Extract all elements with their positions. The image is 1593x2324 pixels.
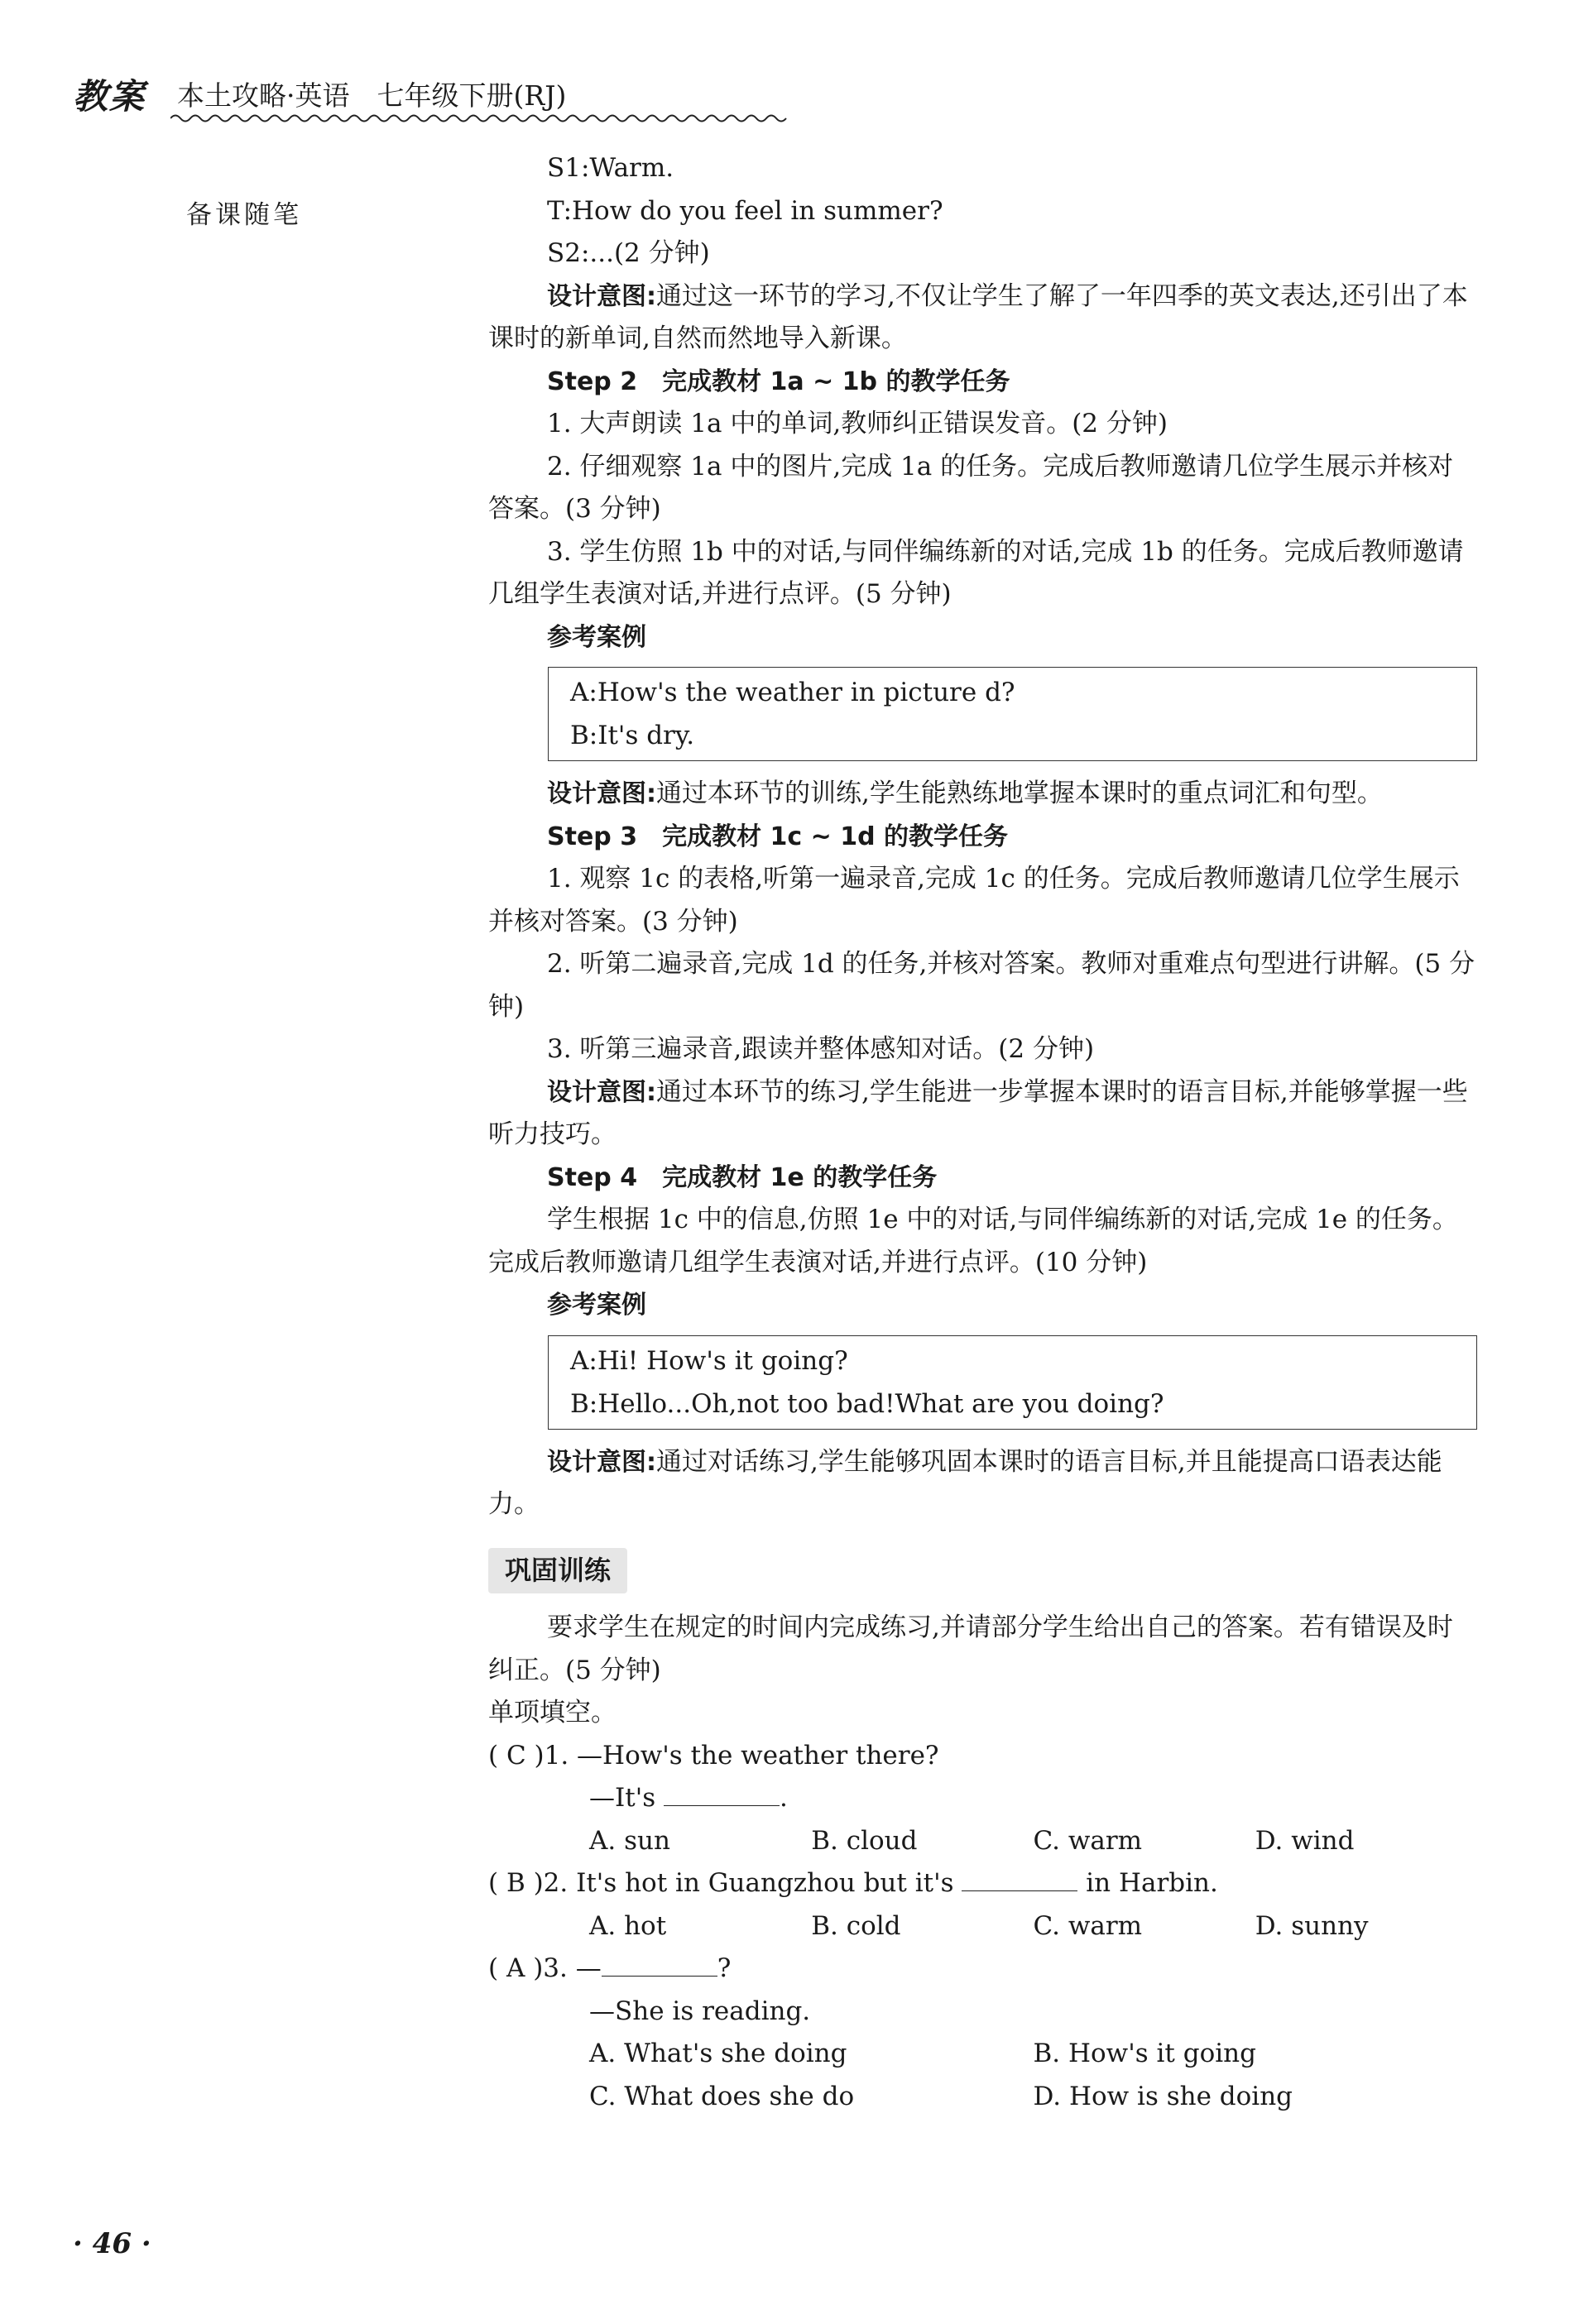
- lesson-content: [488, 147, 1477, 2118]
- option: C. warm: [1033, 1825, 1143, 1856]
- question-line: [488, 1777, 1477, 1820]
- options-row: [488, 1820, 1477, 1863]
- step-heading: Step 3 完成教材 1c ~ 1d 的教学任务: [547, 822, 1009, 851]
- step-item: 3. 听第三遍录音,跟读并整体感知对话。(2 分钟): [547, 1034, 1095, 1064]
- question-line: —She is reading.: [589, 1996, 811, 2026]
- question-stem: [488, 1862, 1477, 1905]
- step-item: 3. 学生仿照 1b 中的对话,与同伴编练新的对话,完成 1b 的任务。完成后教师邀请几组学生表演对话,并进行点评。(5 分钟): [488, 536, 1464, 609]
- answer-blank: [602, 1951, 717, 1977]
- question-stem-a: ( A )3. —: [488, 1953, 602, 1983]
- answer-blank: [962, 1866, 1077, 1891]
- step-item: 1. 观察 1c 的表格,听第一遍录音,完成 1c 的任务。完成后教师邀请几位学生展示并核对答案。(3 分钟): [488, 864, 1460, 937]
- option: B. How's it going: [1033, 2039, 1256, 2068]
- design-intent-label: 设计意图:: [547, 1447, 656, 1477]
- option: A. What's she doing: [589, 2039, 847, 2068]
- design-intent: [488, 1441, 1477, 1526]
- design-intent: [488, 773, 1477, 816]
- question-stem-b: ?: [717, 1953, 732, 1983]
- reference-line: A:Hi! How's it going?: [570, 1345, 848, 1376]
- dialog-line: S1:Warm.: [547, 153, 674, 183]
- wavy-underline: [170, 113, 791, 124]
- reference-box: [548, 1335, 1477, 1430]
- reference-line: B:Hello...Oh,not too bad!What are you doing?: [570, 1388, 1164, 1419]
- question-stem: [488, 1948, 1477, 1991]
- option: B. cold: [811, 1910, 901, 1941]
- book-series-title: 本土攻略·英语 七年级下册(RJ): [177, 79, 567, 112]
- running-header: [73, 69, 718, 119]
- answer-prefix: —It's: [589, 1783, 656, 1813]
- reference-box: [548, 667, 1477, 761]
- reference-label: 参考案例: [547, 622, 646, 652]
- dialog-line: T:How do you feel in summer?: [547, 195, 943, 226]
- reference-line: A:How's the weather in picture d?: [570, 678, 1015, 707]
- design-intent: [488, 276, 1477, 361]
- dialog-line: S2:...(2 分钟): [547, 238, 710, 268]
- option: B. cloud: [811, 1825, 918, 1856]
- option: D. How is she doing: [1033, 2081, 1293, 2111]
- page-number: · 46 ·: [73, 2227, 151, 2260]
- exercise-instruction: 单项填空。: [488, 1698, 617, 1727]
- question-stem-a: ( B )2. It's hot in Guangzhou but it's: [488, 1868, 954, 1898]
- option: D. sunny: [1255, 1910, 1369, 1941]
- design-intent-label: 设计意图:: [547, 1077, 656, 1107]
- step-item: 2. 听第二遍录音,完成 1d 的任务,并核对答案。教师对重难点句型进行讲解。(5 分钟): [488, 949, 1475, 1022]
- design-intent-label: 设计意图:: [547, 779, 656, 808]
- design-intent-text: 通过这一环节的学习,不仅让学生了解了一年四季的英文表达,还引出了本课时的新单词,自然而然地导入新课。: [488, 280, 1468, 353]
- option: A. sun: [589, 1825, 670, 1856]
- reference-line: B:It's dry.: [570, 721, 695, 750]
- practice-intro: 要求学生在规定的时间内完成练习,并请部分学生给出自己的答案。若有错误及时纠正。(5 分钟): [488, 1612, 1453, 1685]
- option: C. What does she do: [589, 2081, 855, 2111]
- margin-notes-label: 备课随笔: [186, 200, 302, 230]
- section-tag: 巩固训练: [488, 1548, 627, 1594]
- options-row: [488, 1905, 1477, 1948]
- question-stem-b: in Harbin.: [1086, 1868, 1218, 1898]
- step-text: 学生根据 1c 中的信息,仿照 1e 中的对话,与同伴编练新的对话,完成 1e 的任务。完成后教师邀请几组学生表演对话,并进行点评。(10 分钟): [488, 1205, 1458, 1277]
- book-brand: 教案: [73, 76, 146, 117]
- question-stem: ( C )1. —How's the weather there?: [488, 1740, 939, 1771]
- answer-suffix: .: [780, 1783, 788, 1813]
- option: D. wind: [1255, 1825, 1355, 1856]
- answer-blank: [664, 1780, 780, 1806]
- step-item: 2. 仔细观察 1a 中的图片,完成 1a 的任务。完成后教师邀请几位学生展示并核对答案。(3 分钟): [488, 451, 1454, 524]
- step-heading: Step 4 完成教材 1e 的教学任务: [547, 1162, 938, 1192]
- options-row: [488, 2076, 1477, 2119]
- design-intent-text: 通过本环节的练习,学生能进一步掌握本课时的语言目标,并能够掌握一些听力技巧。: [488, 1076, 1468, 1149]
- option: C. warm: [1033, 1910, 1143, 1941]
- design-intent-text: 通过对话练习,学生能够巩固本课时的语言目标,并且能提高口语表达能力。: [488, 1446, 1442, 1519]
- options-row: [488, 2033, 1477, 2076]
- design-intent-label: 设计意图:: [547, 281, 656, 311]
- design-intent-text: 通过本环节的训练,学生能熟练地掌握本课时的重点词汇和句型。: [656, 779, 1383, 808]
- reference-label: 参考案例: [547, 1291, 646, 1320]
- option: A. hot: [589, 1910, 667, 1941]
- step-item: 1. 大声朗读 1a 中的单词,教师纠正错误发音。(2 分钟): [547, 409, 1168, 438]
- design-intent: [488, 1071, 1477, 1157]
- step-heading: Step 2 完成教材 1a ~ 1b 的教学任务: [547, 367, 1010, 396]
